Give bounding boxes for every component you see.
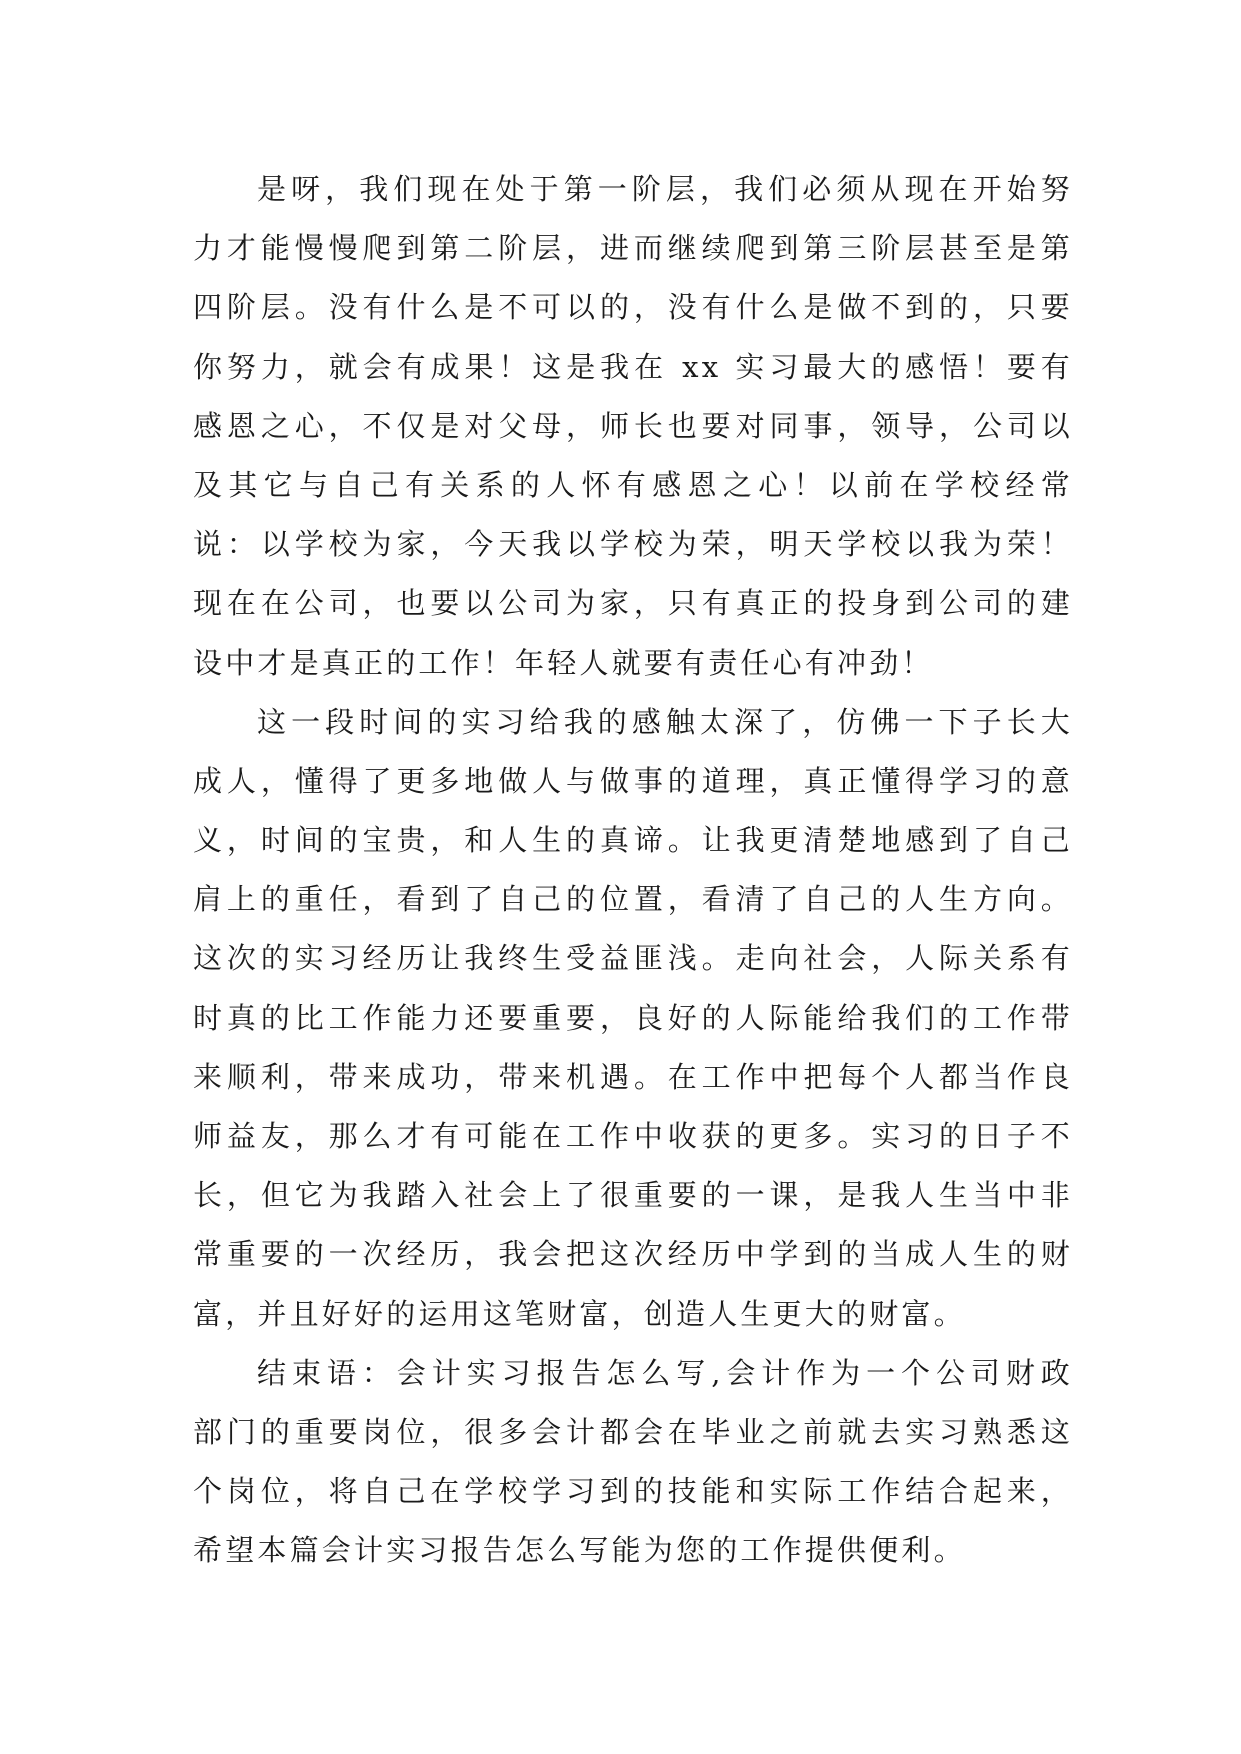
text-line: 现在在公司，也要以公司为家，只有真正的投身到公司的建	[193, 586, 1073, 621]
text-line: 这次的实习经历让我终生受益匪浅。走向社会，人际关系有	[193, 941, 1073, 976]
text-line: 感恩之心，不仅是对父母，师长也要对同事，领导，公司以	[193, 408, 1073, 443]
text-line: 长，但它为我踏入社会上了很重要的一课，是我人生当中非	[193, 1178, 1073, 1213]
text-line: 设中才是真正的工作！年轻人就要有责任心有冲劲！	[193, 645, 934, 680]
text-line: 说：以学校为家，今天我以学校为荣，明天学校以我为荣！	[193, 527, 1073, 562]
paragraph-2	[193, 693, 1073, 1344]
text-line: 力才能慢慢爬到第二阶层，进而继续爬到第三阶层甚至是第	[193, 231, 1073, 266]
text-line: 义，时间的宝贵，和人生的真谛。让我更清楚地感到了自己	[193, 823, 1073, 858]
text-line: 师益友，那么才有可能在工作中收获的更多。实习的日子不	[193, 1119, 1073, 1153]
text-line: 常重要的一次经历，我会把这次经历中学到的当成人生的财	[193, 1237, 1073, 1272]
text-line: 个岗位，将自己在学校学习到的技能和实际工作结合起来，	[193, 1474, 1073, 1509]
text-line: 是呀，我们现在处于第一阶层，我们必须从现在开始努	[257, 172, 1073, 206]
text-line: 成人，懂得了更多地做人与做事的道理，真正懂得学习的意	[193, 763, 1073, 798]
text-line: 这一段时间的实习给我的感触太深了，仿佛一下子长大	[257, 704, 1073, 739]
text-line: 部门的重要岗位，很多会计都会在毕业之前就去实习熟悉这	[193, 1414, 1073, 1449]
text-line: 时真的比工作能力还要重要，良好的人际能给我们的工作带	[193, 1000, 1073, 1035]
text-line: 你努力，就会有成果！这是我在 xx 实习最大的感悟！要有	[193, 349, 1073, 384]
paragraph-1	[193, 160, 1073, 693]
text-line: 来顺利，带来成功，带来机遇。在工作中把每个人都当作良	[193, 1059, 1073, 1094]
text-line: 希望本篇会计实习报告怎么写能为您的工作提供便利。	[193, 1533, 966, 1568]
text-line: 四阶层。没有什么是不可以的，没有什么是做不到的，只要	[193, 290, 1073, 325]
text-line: 及其它与自己有关系的人怀有感恩之心！以前在学校经常	[193, 467, 1073, 502]
document-body	[193, 160, 1073, 1581]
paragraph-3	[193, 1344, 1073, 1581]
text-line: 结束语：会计实习报告怎么写,会计作为一个公司财政	[257, 1355, 1073, 1390]
text-line: 富，并且好好的运用这笔财富，创造人生更大的财富。	[193, 1296, 966, 1331]
text-line: 肩上的重任，看到了自己的位置，看清了自己的人生方向。	[193, 882, 1073, 917]
